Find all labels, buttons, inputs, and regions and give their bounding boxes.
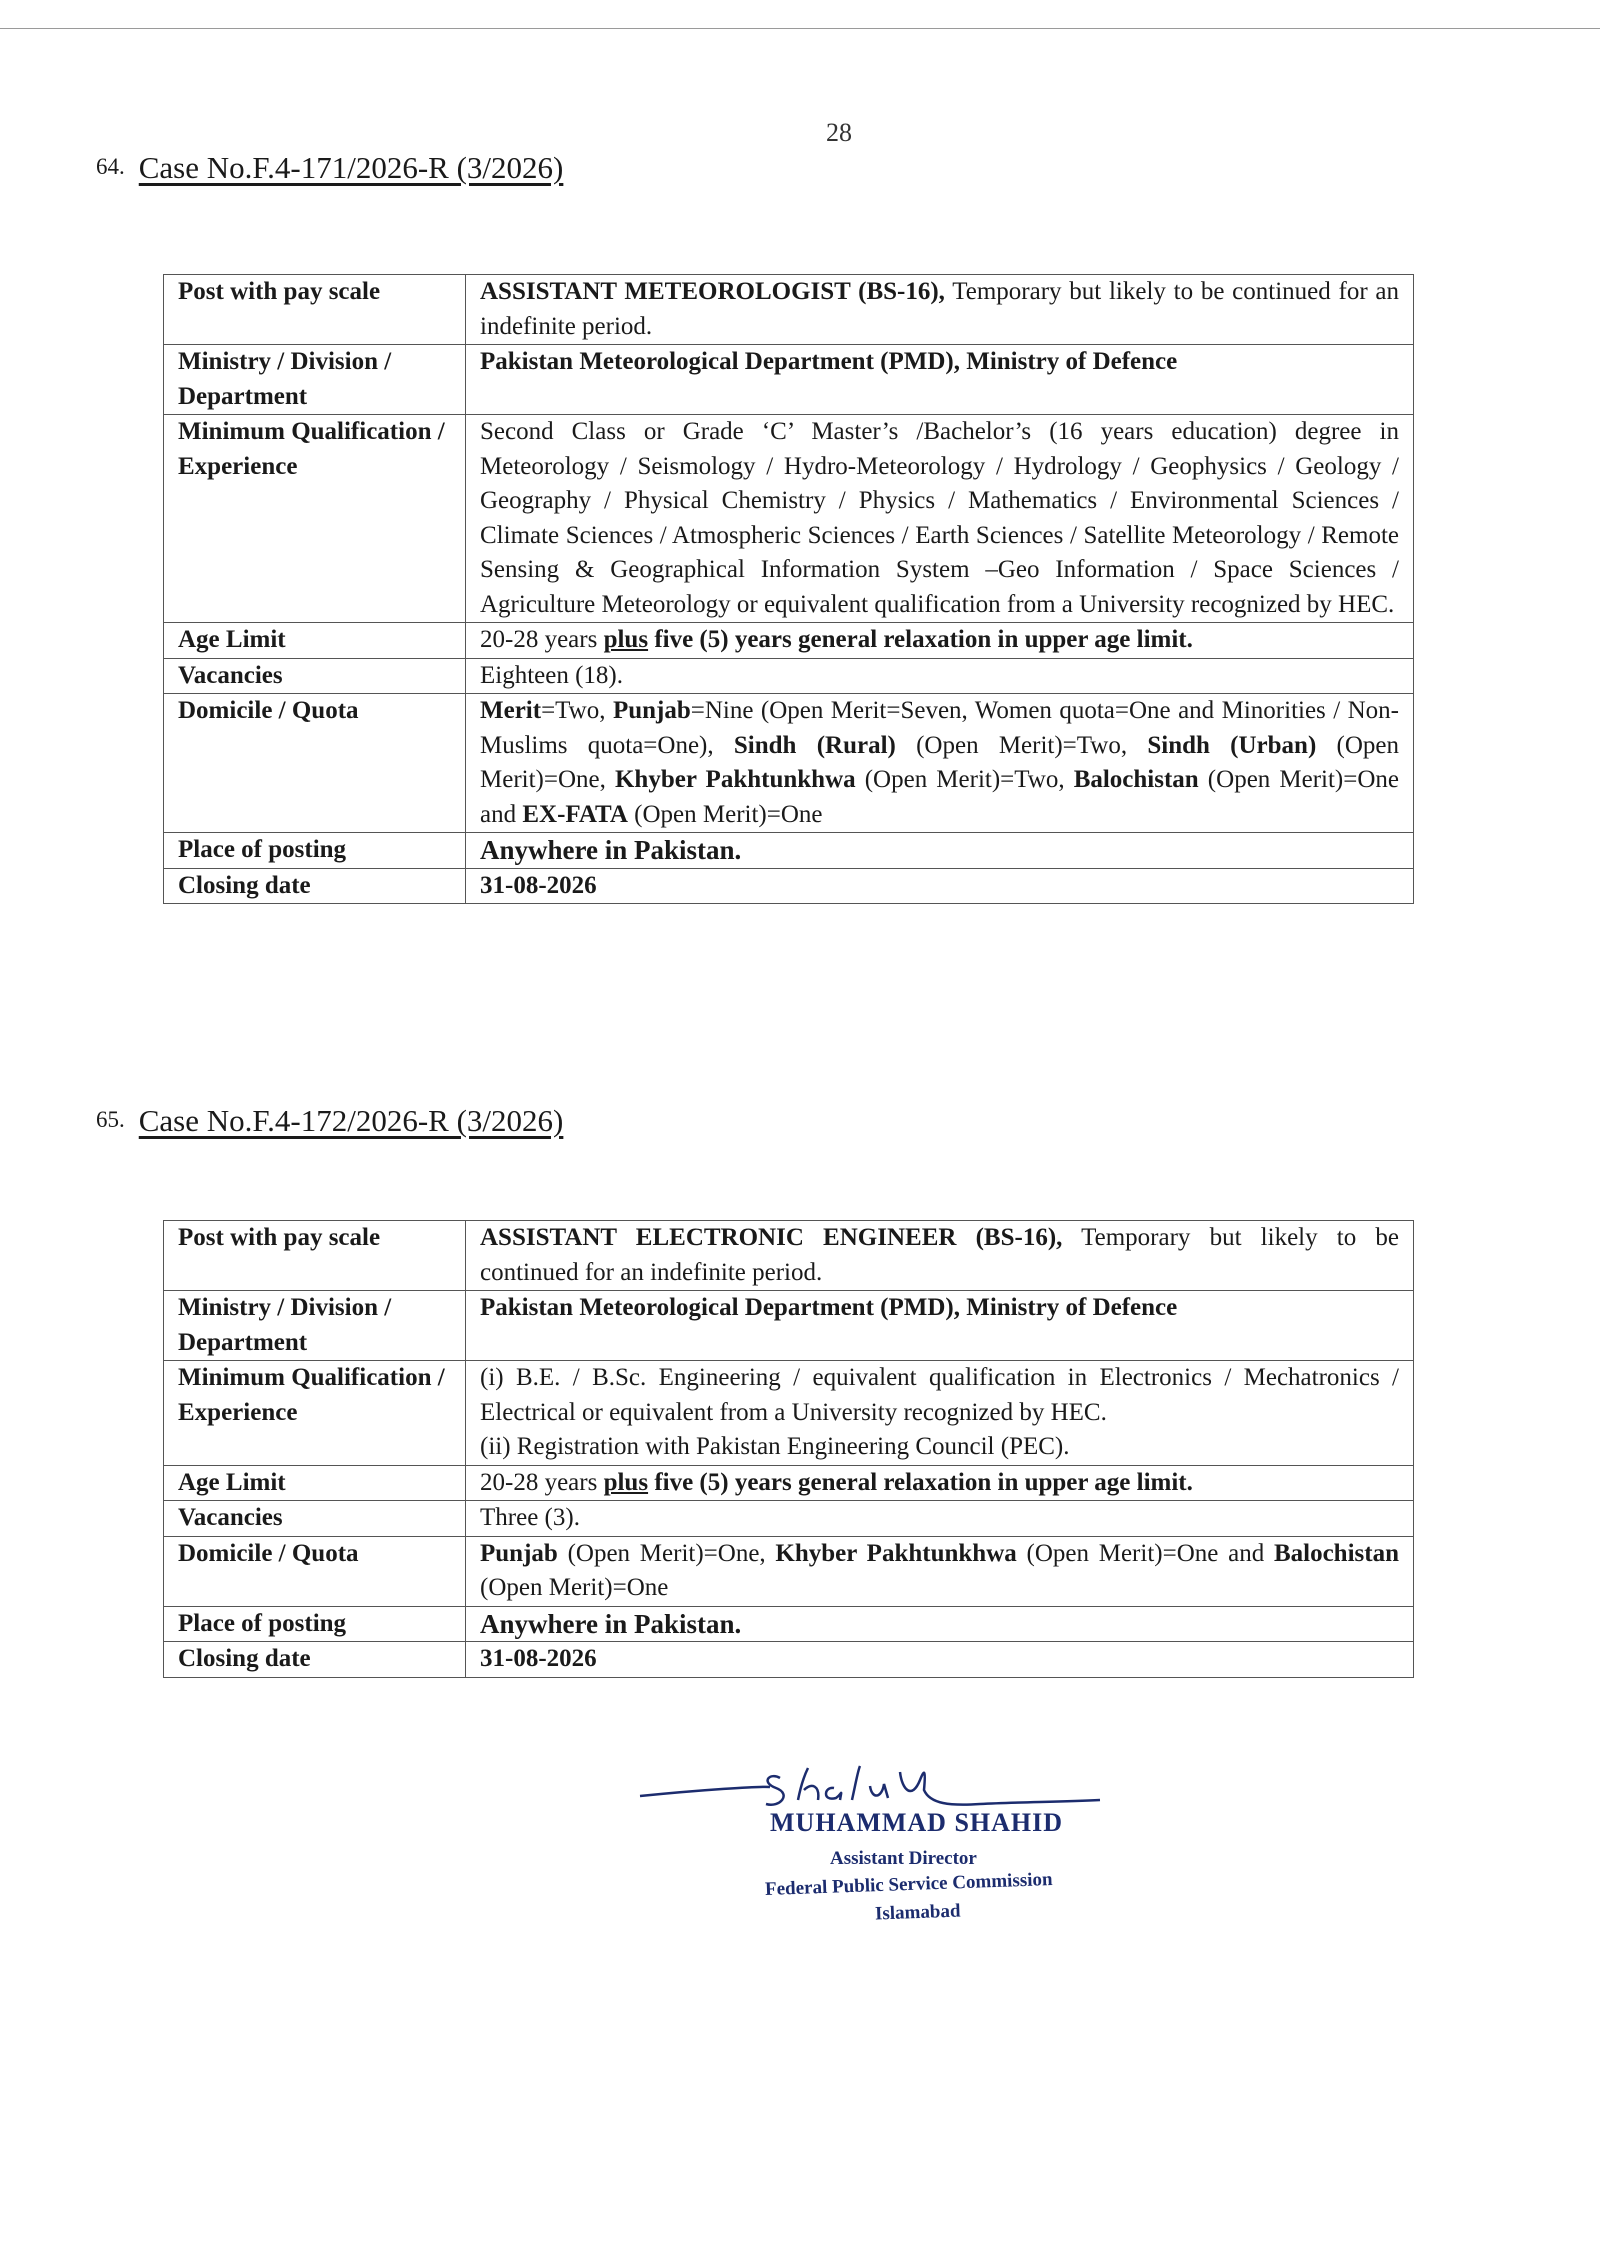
- case-number: 65.: [96, 1107, 125, 1132]
- row-place: [164, 833, 1414, 869]
- age-relaxation: five (5) years general relaxation in upper age limit.: [648, 626, 1193, 653]
- top-rule: [0, 28, 1600, 29]
- value-place: Anywhere in Pakistan.: [466, 1606, 1414, 1642]
- row-ministry: [164, 345, 1414, 415]
- label-domicile: Domicile / Quota: [164, 694, 466, 833]
- age-relaxation: five (5) years general relaxation in upper age limit.: [648, 1468, 1193, 1496]
- value-place: Anywhere in Pakistan.: [466, 833, 1414, 869]
- case-table: [163, 1220, 1414, 1678]
- label-age: Age Limit: [164, 623, 466, 659]
- signatory-city: Islamabad: [874, 1900, 961, 1925]
- post-title: ASSISTANT METEOROLOGIST (BS-16),: [480, 278, 945, 305]
- value-post: [466, 1221, 1414, 1291]
- label-closing: Closing date: [164, 868, 466, 904]
- age-range: 20-28 years: [480, 1468, 604, 1496]
- value-age: [466, 1465, 1414, 1501]
- page-number: 28: [826, 118, 852, 147]
- domicile-punjab-value: (Open Merit)=One,: [557, 1539, 776, 1567]
- row-place: [164, 1606, 1414, 1642]
- row-age: [164, 1465, 1414, 1501]
- value-closing: 31-08-2026: [466, 1642, 1414, 1678]
- value-age: [466, 623, 1414, 659]
- row-domicile: [164, 694, 1414, 833]
- domicile-sindh-rural-label: Sindh (Rural): [733, 731, 896, 759]
- domicile-sindh-urban-label: Sindh (Urban): [1147, 731, 1317, 759]
- domicile-balochistan-value: (Open Merit)=One: [480, 1574, 669, 1601]
- label-post: Post with pay scale: [164, 1221, 466, 1291]
- value-ministry: Pakistan Meteorological Department (PMD), Ministry of Defence: [466, 1291, 1414, 1361]
- signatory-name: MUHAMMAD SHAHID: [770, 1808, 1064, 1837]
- age-plus: plus: [603, 626, 649, 653]
- value-vacancies: Eighteen (18).: [466, 658, 1414, 694]
- domicile-kp-label: Khyber Pakhtunkhwa: [775, 1539, 1017, 1567]
- value-post: [466, 275, 1414, 345]
- label-place: Place of posting: [164, 833, 466, 869]
- row-post: [164, 275, 1414, 345]
- value-closing: 31-08-2026: [466, 868, 1414, 904]
- age-range: 20-28 years: [480, 626, 604, 653]
- domicile-balochistan-value: (Open Merit)=One and: [480, 766, 1399, 828]
- qualification-item: (i) B.E. / B.Sc. Engineering / equivalent qualification in Electronics / Mechatronics / Electrical or equivalent from a University recognized by HEC.: [480, 1364, 1399, 1426]
- signatory-designation: Assistant Director: [830, 1848, 977, 1869]
- label-closing: Closing date: [164, 1642, 466, 1678]
- domicile-balochistan-label: Balochistan: [1273, 1539, 1399, 1567]
- value-domicile: [466, 1536, 1414, 1606]
- label-place: Place of posting: [164, 1606, 466, 1642]
- post-note: Temporary but likely to be continued for an indefinite period.: [480, 1224, 1399, 1286]
- domicile-kp-value: (Open Merit)=One and: [1016, 1539, 1274, 1567]
- domicile-punjab-label: Punjab: [480, 1539, 558, 1567]
- label-ministry: Ministry / Division / Department: [164, 1291, 466, 1361]
- row-age: [164, 623, 1414, 659]
- label-vacancies: Vacancies: [164, 658, 466, 694]
- row-ministry: [164, 1291, 1414, 1361]
- row-qualification: [164, 1361, 1414, 1466]
- row-domicile: [164, 1536, 1414, 1606]
- row-qualification: [164, 415, 1414, 623]
- row-vacancies: [164, 1501, 1414, 1537]
- domicile-fata-label: EX-FATA: [522, 800, 628, 828]
- domicile-punjab-label: Punjab: [612, 697, 691, 724]
- post-note: Temporary but likely to be continued for an indefinite period.: [480, 278, 1399, 340]
- qualification-item: (ii) Registration with Pakistan Engineering Council (PEC).: [480, 1433, 1070, 1460]
- row-closing: [164, 868, 1414, 904]
- value-qualification: [466, 1361, 1414, 1466]
- domicile-kp-label: Khyber Pakhtunkhwa: [614, 766, 856, 793]
- case-title: Case No.F.4-171/2026-R (3/2026): [138, 150, 564, 185]
- signatory-organization: Federal Public Service Commission: [764, 1868, 1053, 1901]
- label-age: Age Limit: [164, 1465, 466, 1501]
- age-plus: plus: [603, 1468, 649, 1496]
- row-closing: [164, 1642, 1414, 1678]
- post-title: ASSISTANT ELECTRONIC ENGINEER (BS-16),: [480, 1224, 1063, 1251]
- domicile-sindh-urban-value: (Open Merit)=One,: [480, 731, 1399, 793]
- domicile-balochistan-label: Balochistan: [1073, 766, 1199, 793]
- label-vacancies: Vacancies: [164, 1501, 466, 1537]
- case-heading: [96, 1103, 563, 1139]
- row-post: [164, 1221, 1414, 1291]
- value-domicile: [466, 694, 1414, 833]
- label-qualification: Minimum Qualification / Experience: [164, 1361, 466, 1466]
- domicile-punjab-value: =Nine (Open Merit=Seven, Women quota=One and Minorities / Non-Muslims quota=One),: [480, 697, 1399, 759]
- domicile-fata-value: (Open Merit)=One: [627, 800, 823, 828]
- domicile-kp-value: (Open Merit)=Two,: [855, 766, 1074, 793]
- case-title: Case No.F.4-172/2026-R (3/2026): [138, 1103, 564, 1138]
- row-vacancies: [164, 658, 1414, 694]
- domicile-merit-label: Merit: [480, 697, 542, 724]
- case-number: 64.: [96, 154, 125, 179]
- label-qualification: Minimum Qualification / Experience: [164, 415, 466, 623]
- label-ministry: Ministry / Division / Department: [164, 345, 466, 415]
- label-domicile: Domicile / Quota: [164, 1536, 466, 1606]
- value-ministry: Pakistan Meteorological Department (PMD), Ministry of Defence: [466, 345, 1414, 415]
- value-qualification: Second Class or Grade ‘C’ Master’s /Bachelor’s (16 years education) degree in Meteorology / Seismology / Hydro-Meteorology / Hydrology / Geophysics / Geology / Geography / Physical Chemistry / Physics / Mathematics / Environmental Sciences / Climate Sciences / Atmospheric Sciences / Earth Sciences / Satellite Meteorology / Remote Sensing & Geographical Information System –Geo Information / Space Sciences / Agriculture Meteorology or equivalent qualification from a University recognized by HEC.: [466, 415, 1414, 623]
- domicile-merit-value: =Two,: [541, 697, 613, 724]
- label-post: Post with pay scale: [164, 275, 466, 345]
- case-heading: [96, 150, 563, 186]
- value-vacancies: Three (3).: [466, 1501, 1414, 1537]
- domicile-sindh-rural-value: (Open Merit)=Two,: [895, 731, 1148, 759]
- signature-block: [620, 1760, 1140, 1940]
- case-table: [163, 274, 1414, 904]
